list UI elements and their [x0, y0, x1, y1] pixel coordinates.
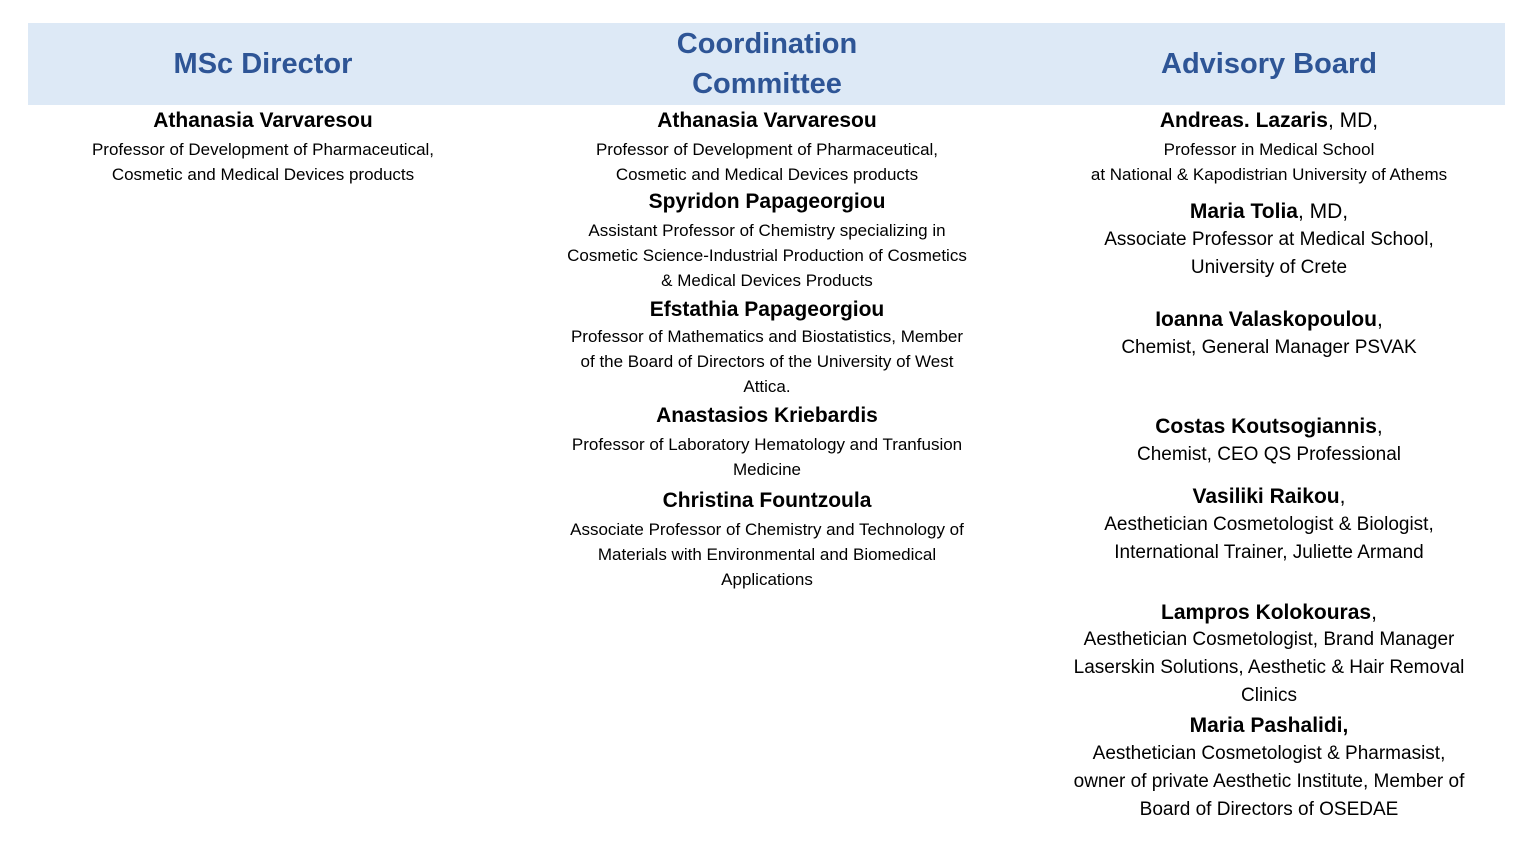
advisory-entry	[1033, 307, 1505, 362]
person-description	[503, 432, 1031, 482]
person-name: Efstathia Papageorgiou	[649, 298, 885, 321]
description-line: of the Board of Directors of the University of West	[580, 352, 954, 371]
committee-entry	[503, 108, 1031, 187]
person-title-suffix: ,	[1371, 601, 1377, 624]
description-line: Assistant Professor of Chemistry specializing in	[588, 221, 946, 240]
director-entry	[28, 108, 498, 187]
description-line: Attica.	[743, 377, 791, 396]
advisory-entry	[1033, 199, 1505, 282]
person-title-suffix: ,	[1339, 485, 1346, 508]
description-line: Associate Professor at Medical School,	[1104, 229, 1434, 250]
column-title-director: MSc Director	[173, 48, 353, 80]
director-column	[28, 0, 498, 852]
committee-entry	[503, 403, 1031, 482]
column-title-committee-line1: Coordination	[676, 28, 858, 60]
person-name: Athanasia Varvaresou	[153, 109, 373, 132]
committee-entry	[503, 297, 1031, 399]
person-name	[1033, 199, 1505, 225]
person-name: Anastasios Kriebardis	[656, 404, 878, 427]
column-title-advisory: Advisory Board	[1161, 48, 1377, 80]
advisory-column	[1033, 0, 1505, 852]
person-name: Christina Fountzoula	[662, 489, 872, 512]
description-line: Professor of Mathematics and Biostatistics, Member	[570, 327, 964, 346]
description-line: owner of private Aesthetic Institute, Member of	[1073, 771, 1465, 792]
person-description	[503, 517, 1031, 592]
person-name-text: Vasiliki Raikou	[1192, 485, 1340, 508]
description-line: Cosmetic and Medical Devices products	[111, 165, 415, 184]
person-description	[1033, 740, 1505, 824]
description-line: Chemist, General Manager PSVAK	[1121, 337, 1417, 358]
advisory-entry	[1033, 600, 1505, 710]
person-title-suffix: , MD,	[1327, 109, 1379, 132]
description-line: Aesthetician Cosmetologist, Brand Manager	[1083, 629, 1455, 650]
person-description	[503, 137, 1031, 187]
description-line: Professor of Laboratory Hematology and Tranfusion	[571, 435, 963, 454]
person-name: Spyridon Papageorgiou	[648, 190, 886, 213]
person-name-text: Ioanna Valaskopoulou	[1155, 308, 1377, 331]
description-line: Cosmetic and Medical Devices products	[615, 165, 919, 184]
description-line: Clinics	[1241, 685, 1297, 706]
person-description	[1033, 137, 1505, 187]
column-title-committee-line2: Committee	[692, 68, 842, 100]
person-name-text: Costas Koutsogiannis	[1155, 415, 1377, 438]
description-line: International Trainer, Juliette Armand	[1114, 542, 1424, 563]
person-name	[1033, 484, 1505, 510]
advisory-entry	[1033, 108, 1505, 187]
description-line: University of Crete	[1190, 257, 1348, 278]
description-line: Chemist, CEO QS Professional	[1137, 444, 1401, 465]
person-name	[1033, 414, 1505, 440]
committee-entry	[503, 488, 1031, 592]
person-description	[1033, 626, 1505, 710]
description-line: Aesthetician Cosmetologist & Biologist,	[1104, 514, 1434, 535]
person-title-suffix: ,	[1376, 308, 1383, 331]
advisory-entry	[1033, 713, 1505, 824]
advisory-entry	[1033, 484, 1505, 567]
person-name: Athanasia Varvaresou	[657, 109, 877, 132]
description-line: at National & Kapodistrian University of Athems	[1090, 165, 1448, 184]
description-line: Board of Directors of OSEDAE	[1139, 799, 1399, 820]
person-description	[1033, 441, 1505, 469]
person-name	[1033, 108, 1505, 134]
description-line: Materials with Environmental and Biomedical	[597, 545, 937, 564]
description-line: Associate Professor of Chemistry and Technology of	[570, 520, 964, 539]
person-name-text: Andreas. Lazaris	[1159, 109, 1328, 132]
person-description	[503, 218, 1031, 293]
person-description	[1033, 511, 1505, 567]
description-line: Professor of Development of Pharmaceutical,	[595, 140, 939, 159]
person-name-text: Maria Pashalidi,	[1189, 714, 1349, 737]
person-description	[1033, 226, 1505, 282]
person-title-suffix: , MD,	[1297, 200, 1349, 223]
person-name	[1033, 713, 1505, 739]
person-name-text: Lampros Kolokouras	[1161, 601, 1372, 624]
person-description	[503, 324, 1031, 399]
description-line: Laserskin Solutions, Aesthetic & Hair Removal	[1073, 657, 1465, 678]
description-line: Applications	[721, 570, 813, 589]
description-line: Professor in Medical School	[1163, 140, 1375, 159]
person-description	[28, 137, 498, 187]
person-title-suffix: ,	[1376, 415, 1383, 438]
committee-entry	[503, 189, 1031, 293]
description-line: Aesthetician Cosmetologist & Pharmasist,	[1092, 743, 1446, 764]
person-description	[1033, 334, 1505, 362]
person-name	[1033, 600, 1505, 626]
person-name-text: Maria Tolia	[1189, 200, 1298, 223]
description-line: & Medical Devices Products	[661, 271, 873, 290]
committee-column	[503, 0, 1031, 852]
description-line: Professor of Development of Pharmaceutical,	[91, 140, 435, 159]
advisory-entry	[1033, 414, 1505, 469]
description-line: Cosmetic Science-Industrial Production of Cosmetics	[567, 246, 967, 265]
description-line: Medicine	[732, 460, 802, 479]
person-name	[1033, 307, 1505, 333]
